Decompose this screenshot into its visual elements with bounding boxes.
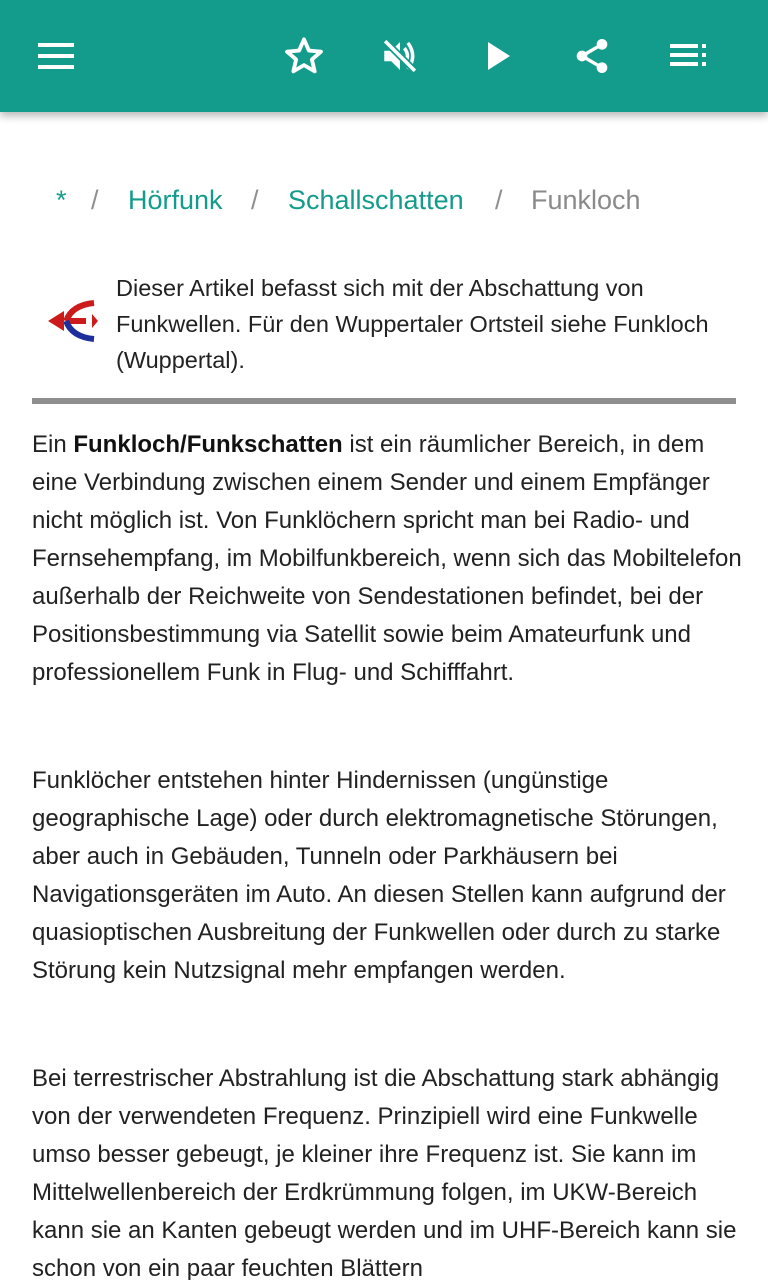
article-paragraph: Bei terrestrischer Abstrahlung ist die Abschattung stark abhängig von der verwendeten Frequenz. Prinzipiell wird eine Funkwelle umso besser gebeugt, je kleiner ihre Frequenz ist. Sie kann im Mittelwellenbereich der Erdkrümmung folgen, im UKW-Bereich kann sie an Kanten gebeugt werden und im UHF-Bereich kann sie schon von ein paar feuchten Blättern [32,1065,737,1280]
play-icon [484,40,512,72]
mute-button[interactable] [368,24,432,88]
article-paragraph [32,426,742,692]
menu-icon [36,41,76,71]
article-content [0,112,768,1280]
breadcrumb-separator: / [91,185,99,215]
disambiguation-arrow-icon [46,300,100,342]
breadcrumb-separator: / [495,185,503,215]
share-button[interactable] [560,24,624,88]
paragraph-lead: Ein [32,431,74,458]
play-button[interactable] [466,24,530,88]
divider [32,398,736,404]
volume-off-icon [379,35,421,77]
breadcrumb-separator: / [251,185,259,215]
hatnote-text: Dieser Artikel befasst sich mit der Abschattung von Funkwellen. Für den Wuppertaler Ortsteil siehe Funkloch (Wuppertal). [116,275,709,373]
breadcrumb-item-hoerfunk[interactable]: Hörfunk [128,185,223,215]
star-outline-icon [283,35,325,77]
menu-button[interactable] [24,24,88,88]
hatnote [32,270,736,398]
share-icon [572,36,612,76]
app-toolbar [0,0,768,112]
playlist-icon [668,41,708,71]
favorite-button[interactable] [272,24,336,88]
breadcrumb [0,176,768,224]
paragraph-text: ist ein räumlicher Bereich, in dem eine Verbindung zwischen einem Sender und einem Empfänger nicht möglich ist. Von Funklöchern spricht man bei Radio- und Fernsehempfang, im Mobilfunkbereich, wenn sich das Mobiltelefon außerhalb der Reichweite von Sendestationen befindet, bei der Positionsbestimmung via Satellit sowie beim Amateurfunk und professionellem Funk in Flug- und Schifffahrt. [32,431,742,686]
playlist-button[interactable] [656,24,720,88]
breadcrumb-current: Funkloch [531,185,641,215]
bold-term: Funkloch/Funkschatten [73,431,343,458]
breadcrumb-item-schallschatten[interactable]: Schallschatten [288,185,464,215]
article-paragraph: Funklöcher entstehen hinter Hindernissen (ungünstige geographische Lage) oder durch elektromagnetische Störungen, aber auch in Gebäuden, Tunneln oder Parkhäusern bei Navigationsgeräten im Auto. An diesen Stellen kann aufgrund der quasioptischen Ausbreitung der Funkwellen oder durch zu starke Störung kein Nutzsignal mehr empfangen werden. [32,767,726,984]
breadcrumb-home[interactable]: * [56,185,67,215]
